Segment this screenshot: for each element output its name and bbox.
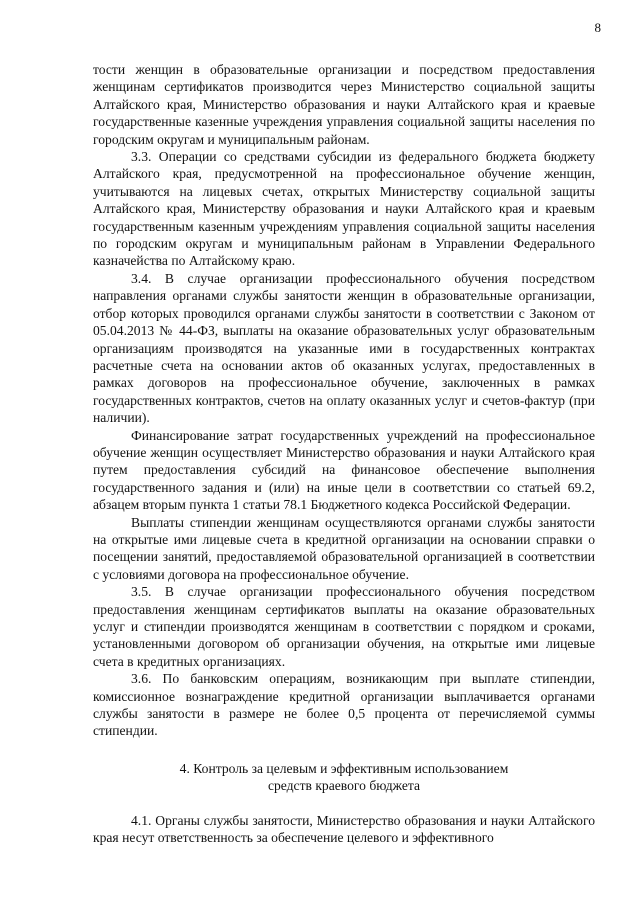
document-body	[93, 61, 595, 847]
paragraph-3-4: 3.4. В случае организации профессионального обучения посредством направления органами службы занятости женщин в образовательные организации, отбор которых проводился органами службы занятости в соответствии с Законом от 05.04.2013 № 44-ФЗ, выплаты на оказание образовательных услуг образовательным организациям производятся на указанные ими в государственных контрактах расчетные счета на основании актов об оказанных услугах, предоставленных в рамках договоров на профессиональное обучение, заключенных в рамках государственных контрактов, счетов на оплату оказанных услуг и счетов-фактур (при наличии).	[93, 270, 595, 426]
page-number: 8	[594, 20, 601, 35]
section-heading	[93, 760, 595, 794]
section-heading-line-2: средств краевого бюджета	[267, 777, 421, 793]
paragraph-3-6: 3.6. По банковским операциям, возникающим при выплате стипендии, комиссионное вознаграждение кредитной организации выплачивается органами службы занятости в размере не более 0,5 процента от перечисляемой суммы стипендии.	[93, 671, 595, 739]
paragraph-stipend-payments: Выплаты стипендии женщинам осуществляются органами службы занятости на открытые ими лицевые счета в кредитной организации на основании справки о посещении занятий, предоставляемой образовательной организацией в соответствии с условиями договора на профессиональное обучение.	[93, 514, 595, 582]
paragraph-4-1: 4.1. Органы службы занятости, Министерство образования и науки Алтайского края несут ответственность за обеспечение целевого и эффективного	[93, 812, 595, 846]
paragraph-3-5: 3.5. В случае организации профессионального обучения посредством предоставления женщинам сертификатов выплаты на оказание образовательных услуг и стипендии производятся женщинам в соответствии с порядком и сроками, установленными договором об организации обучения, на открытые ими лицевые счета в кредитных организациях.	[93, 584, 595, 669]
section-heading-line-1: 4. Контроль за целевым и эффективным использованием	[179, 760, 509, 776]
paragraph-continuation: тости женщин в образовательные организации и посредством предоставления женщинам сертификатов производится через Министерство социальной защиты Алтайского края, Министерство образования и науки Алтайского края и краевые государственные казенные учреждения управления социальной защиты населения по городским округам и муниципальным районам.	[93, 62, 595, 147]
paragraph-financing: Финансирование затрат государственных учреждений на профессиональное обучение женщин осуществляет Министерство образования и науки Алтайского края путем предоставления субсидий на финансовое обеспечение выполнения государственного задания и (или) на иные цели в соответствии со статьей 69.2, абзацем вторым пункта 1 статьи 78.1 Бюджетного кодекса Российской Федерации.	[93, 427, 595, 513]
paragraph-3-3: 3.3. Операции со средствами субсидии из федерального бюджета бюджету Алтайского края, предусмотренной на профессиональное обучение женщин, учитываются на лицевых счетах, открытых Министерству социальной защиты Алтайского края, Министерству образования и науки Алтайского края и краевым государственным казенным учреждениям управления социальной защиты населения по городским округам и муниципальным районам в Управлении Федерального казначейства по Алтайскому краю.	[93, 149, 595, 269]
